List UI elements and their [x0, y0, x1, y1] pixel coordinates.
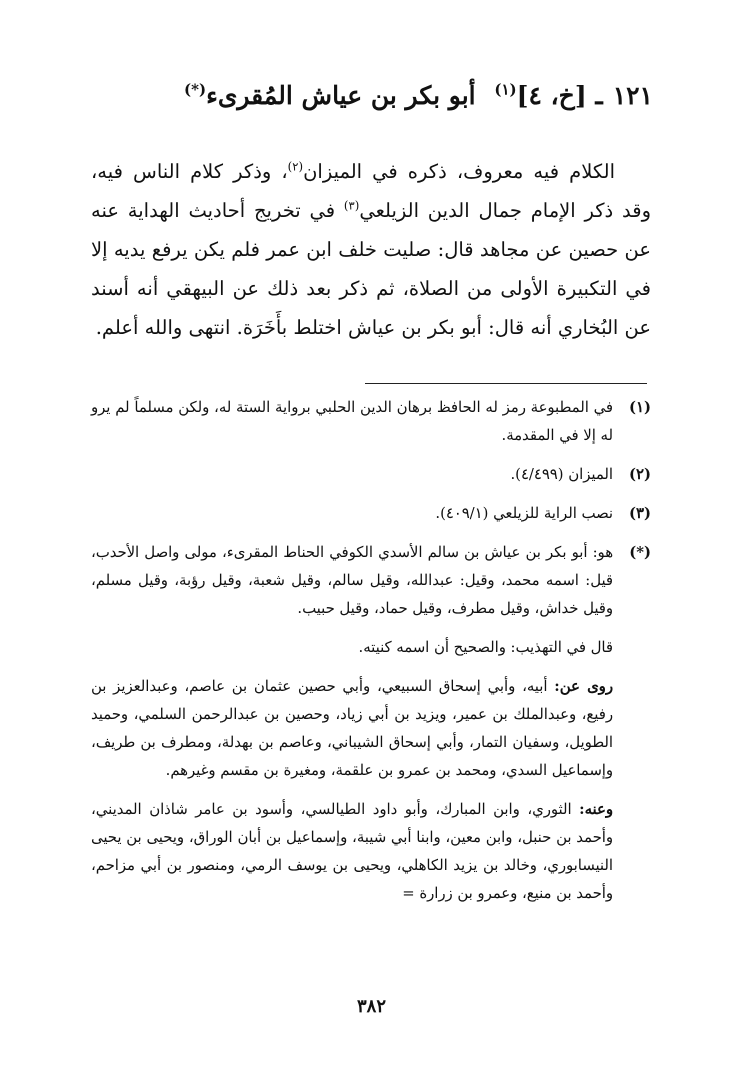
students-paragraph	[91, 796, 651, 908]
students-text: الثوري، وابن المبارك، وأبو داود الطيالسي، وأسود بن عامر شاذان المديني، وأحمد بن حنبل، وابن معين، وابنا أبي شيبة، وإسماعيل بن أبان الوراق، ويحيى بن يحيى النيسابوري، وخالد بن يزيد الكاهلي، ويحيى بن يوسف الرمي، ومنصور بن أبي مزاحم، وأحمد بن منيع، وعمرو بن زرارة	[91, 801, 613, 902]
body-part-3: في تخريج أحاديث الهداية عنه عن حصين عن مجاهد قال: صليت خلف ابن عمر فلم يكن يرفع يديه إلا في التكبيرة الأولى من الصلاة، ثم ذكر بعد ذلك عن البيهقي أنه أسند عن البُخاري أنه قال: أبو بكر بن عياش اختلط بأَخَرَة. انتهى والله أعلم.	[91, 199, 651, 339]
footnote-text: نصب الراية للزيلعي (٤٠٩/١).	[435, 505, 613, 522]
students-label: وعنه:	[579, 801, 613, 818]
biography-mark: (*)	[629, 544, 651, 561]
page-number: ٣٨٢	[356, 996, 386, 1017]
footnote-text: في المطبوعة رمز له الحافظ برهان الدين الحلبي برواية الستة له، ولكن مسلماً لم يرو له إلا في المقدمة.	[91, 399, 613, 444]
teachers-label: روى عن:	[554, 678, 613, 695]
main-text	[91, 152, 651, 347]
footnote-mark: (٣)	[629, 505, 651, 522]
footnote-mark: (١)	[629, 399, 651, 416]
entry-sigla	[494, 81, 586, 110]
main-paragraph	[91, 152, 651, 347]
body-part-2: ، وذكر كلام الناس فيه، وقد ذكر الإمام جمال الدين الزيلعي	[91, 160, 652, 222]
footnote-mark: (٢)	[629, 466, 651, 483]
entry-title: أبو بكر بن عياش المُقرىء	[206, 81, 476, 110]
footnote-2	[91, 461, 651, 489]
sigla-footnote-ref: (١)	[494, 80, 517, 99]
footnote-ref-3: (٣)	[343, 198, 360, 213]
footnote-ref-2: (٢)	[287, 159, 304, 174]
sigla-text: [خ، ٤]	[516, 81, 587, 110]
footnotes	[91, 394, 651, 919]
footnote-text: الميزان (٤/٤٩٩).	[510, 466, 613, 483]
entry-heading	[93, 78, 653, 114]
entry-dash: ـ	[595, 81, 603, 110]
biography-note	[91, 539, 651, 623]
teachers-text: أبيه، وأبي إسحاق السبيعي، وأبي حصين عثمان بن عاصم، وعبدالعزيز بن رفيع، وعبدالملك بن عمير، ويزيد بن أبي زياد، وحصين بن عبدالرحمن السلمي، وحميد الطويل، وسفيان التمار، وأبي إسحاق الشيباني، وعاصم بن بهدلة، ومطرف بن طريف، وإسماعيل السدي، ومحمد بن عمرو بن علقمة، ومغيرة بن مقسم وغيرهم.	[91, 678, 613, 779]
footnote-3	[91, 500, 651, 528]
tahdhib-text: قال في التهذيب: والصحيح أن اسمه كنيته.	[358, 639, 613, 656]
footnote-separator	[365, 383, 647, 384]
teachers-paragraph	[91, 673, 651, 785]
body-part-1: الكلام فيه معروف، ذكره في الميزان	[303, 160, 616, 183]
footnote-1	[91, 394, 651, 450]
continuation-mark: =	[402, 885, 415, 902]
biography-intro: هو: أبو بكر بن عياش بن سالم الأسدي الكوفي الحناط المقرىء، مولى واصل الأحدب، قيل: اسمه محمد، وقيل: عبدالله، وقيل سالم، وقيل شعبة، وقيل رؤبة، وقيل مسلم، وقيل خداش، وقيل مطرف، وقيل حماد، وقيل حبيب.	[91, 544, 613, 617]
entry-number: ١٢١	[612, 81, 653, 110]
title-footnote-ref: (*)	[184, 80, 207, 99]
tahdhib-paragraph	[91, 634, 651, 662]
